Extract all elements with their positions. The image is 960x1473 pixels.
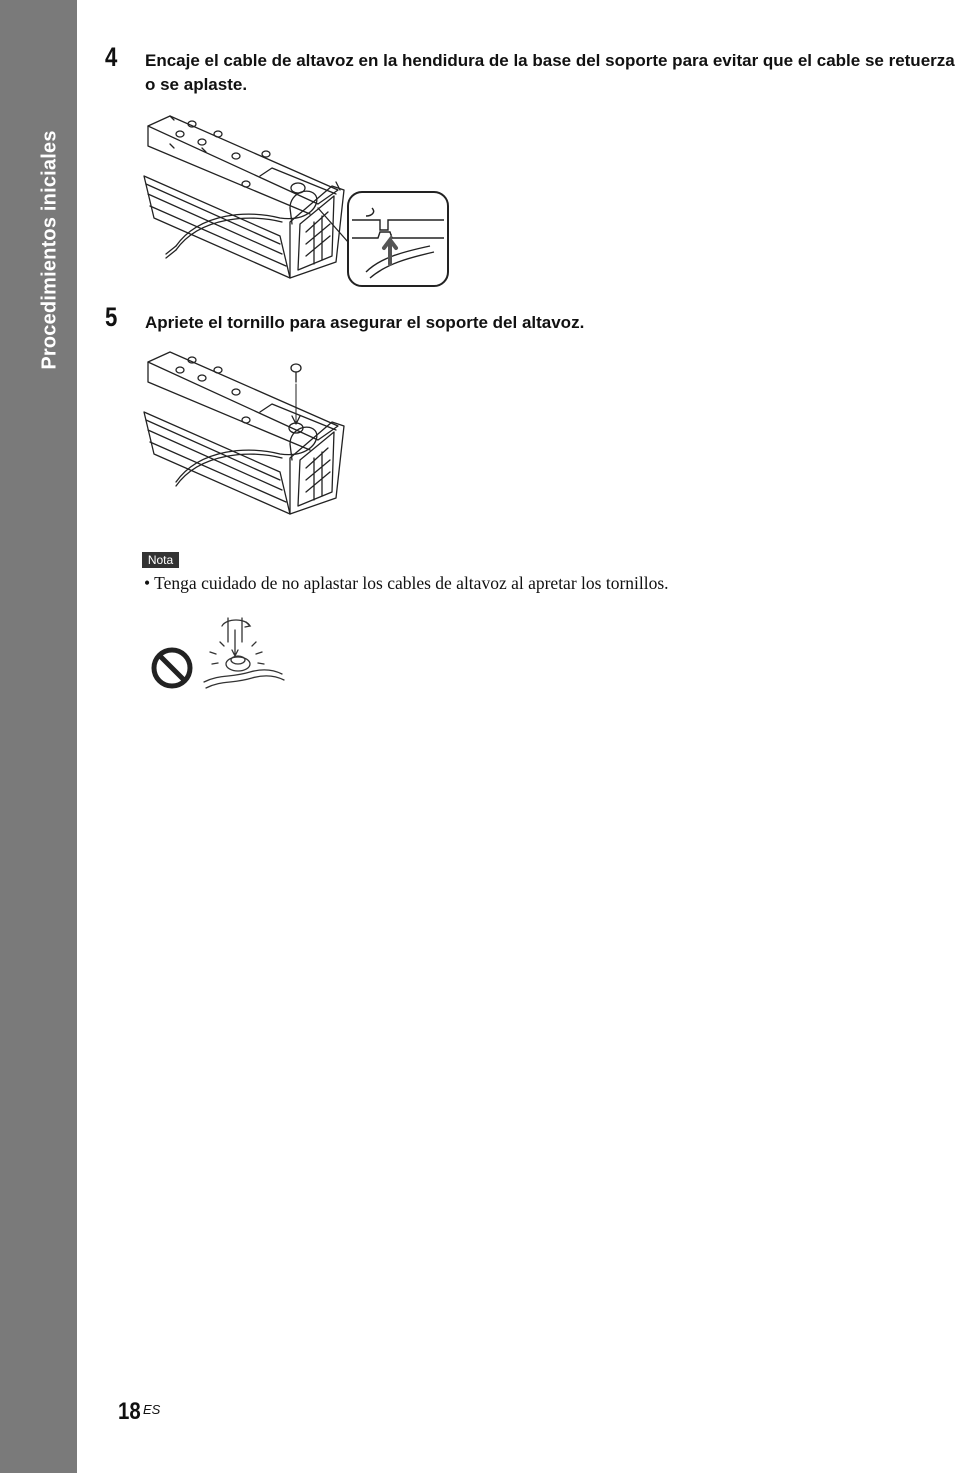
prohibited-cable-crush-illustration: [150, 612, 290, 696]
sidebar-section-title: Procedimientos iniciales: [38, 130, 61, 370]
page-language-suffix: ES: [143, 1402, 161, 1417]
prohibited-icon: [154, 650, 190, 686]
speaker-stand-cable-illustration: [140, 112, 460, 292]
step-4-text: Encaje el cable de altavoz en la hendidura de la base del soporte para evitar que el cable se retuerza o se aplaste.: [145, 51, 955, 94]
note-bullet-text: • Tenga cuidado de no aplastar los cables de altavoz al apretar los tornillos.: [144, 573, 669, 593]
step-5-number: 5: [105, 302, 118, 332]
speaker-stand-screw-illustration: [140, 348, 360, 528]
page-number: 18: [118, 1398, 141, 1425]
section-sidebar: [0, 0, 77, 1473]
step-4-number: 4: [105, 42, 118, 72]
step-5-text: Apriete el tornillo para asegurar el soporte del altavoz.: [145, 313, 585, 332]
note-badge: Nota: [142, 552, 179, 568]
